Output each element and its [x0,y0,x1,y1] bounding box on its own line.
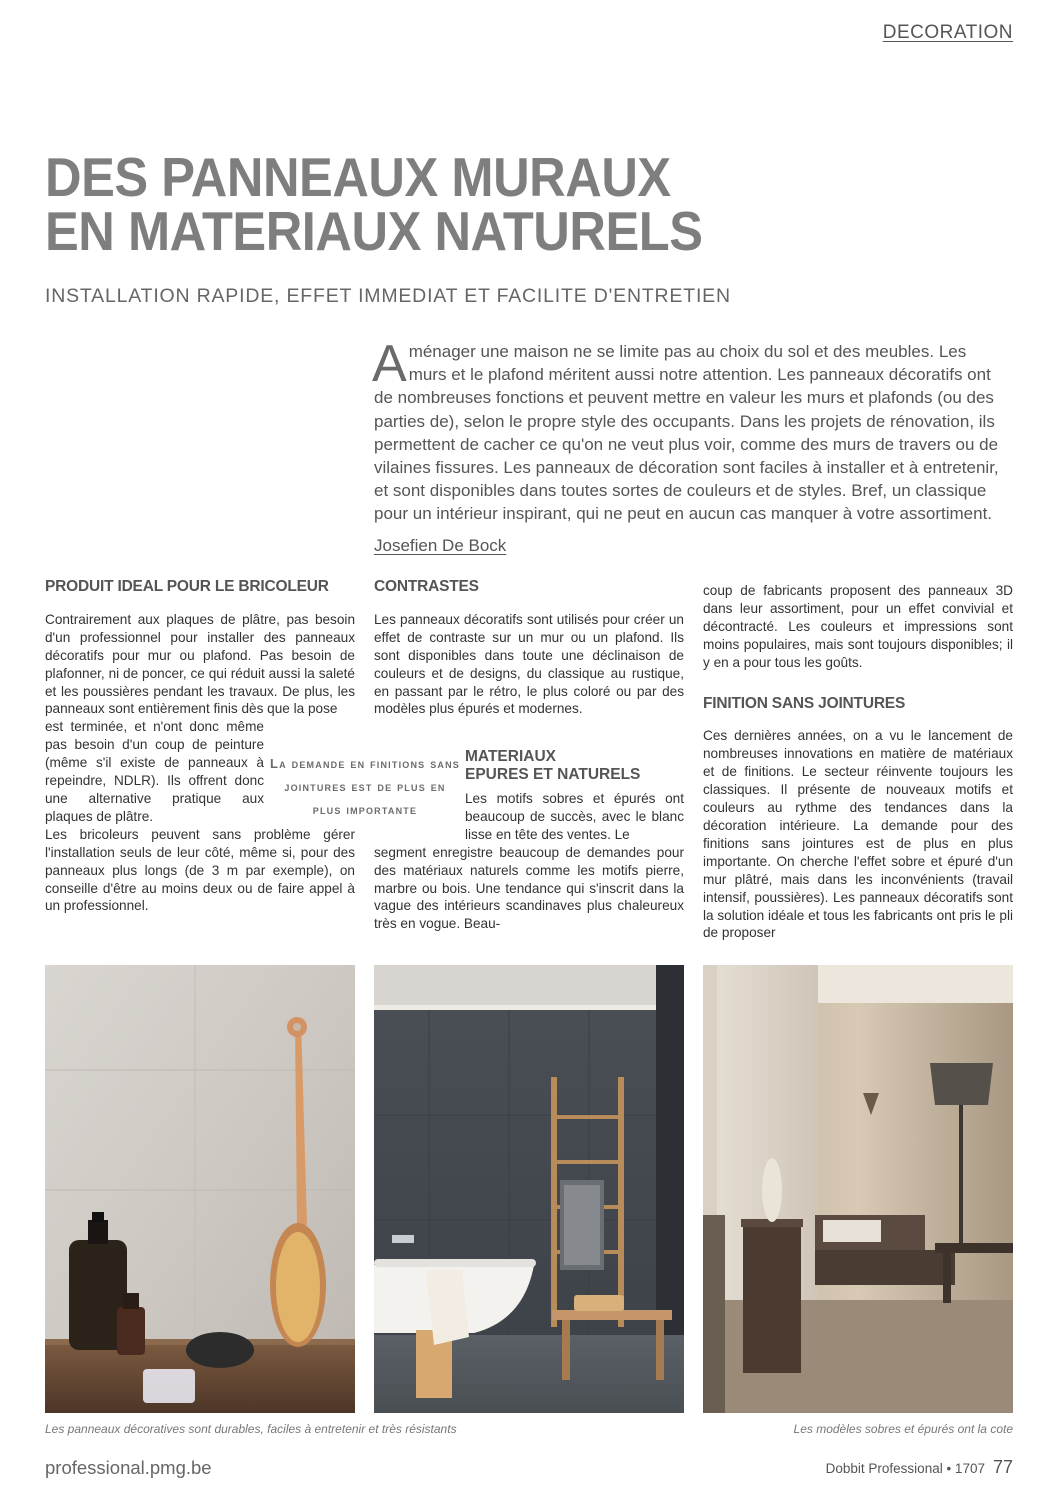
photo-living-room-image [703,965,1013,1413]
col3-heading: FINITION SANS JOINTURES [703,694,906,712]
article-title-line-1: DES PANNEAUX MURAUX [45,146,671,208]
article-title-line-2: EN MATERIAUX NATURELS [45,200,703,262]
column-2-lower [374,748,684,933]
col2-paragraph-2a: Les motifs sobres et épurés ont beaucoup de succès, avec le blanc lisse en tête des ventes. Le [465,791,684,842]
section-tag[interactable]: DECORATION [882,22,1013,43]
footer-publication [826,1457,1013,1478]
photo-bathroom-brush [45,965,355,1413]
intro-dropcap: A [372,335,407,393]
col1-paragraph-1a: Contrairement aux plaques de plâtre, pas besoin d'un professionnel pour installer des panneaux décoratifs pour mur ou plafond. Pas besoin de plafonner, ni de poncer, ce qui réduit aussi la saleté et les poussières pendant les travaux. De plus, les panneaux sont entièrement finis dès que la pose [45,611,355,717]
column-2 [374,578,684,718]
photo-dark-bathroom-image [374,965,684,1413]
col2-heading: CONTRASTES [374,578,479,595]
col2-paragraph-1: Les panneaux décoratifs sont utilisés pour créer un effet de contraste sur un mur ou un plafond. Ils sont disponibles dans toute une déclinaison de couleurs et de designs, du classique au rustique, en passant par le rétro, le plus coloré ou par des modèles plus épurés et modernes. [374,611,684,717]
footer-website-link[interactable]: professional.pmg.be [45,1457,212,1478]
col2-heading-2-line-2: EPURES ET NATURELS [465,766,641,783]
col1-heading: PRODUIT IDEAL POUR LE BRICOLEUR [45,578,329,595]
column-1 [45,578,355,915]
author-byline[interactable]: Josefien De Bock [374,536,507,555]
page-number: 77 [992,1457,1013,1477]
photo-bathroom-brush-image [45,965,355,1413]
col2-heading-2 [465,748,684,784]
col2-heading-2-line-1: MATERIAUX [465,748,556,765]
intro-text: ménager une maison ne se limite pas au choix du sol et des meubles. Les murs et le plafond méritent aussi notre attention. Les panneaux décoratifs ont de nombreuses fonctions et peuvent mettre en valeur les murs et plafonds (ou des parties de), selon le propre style des occupants. Dans les projets de rénovation, ils permettent de cacher ce qu'on ne veut plus voir, comme des murs de travers ou de vilaines fissures. Les panneaux de décoration sont faciles à installer et à entretenir, et sont disponibles dans toutes sortes de couleurs et de styles. Bref, un classique pour un intérieur inspirant, qui ne peut en aucun cas manquer à votre assortiment. [374,342,999,524]
caption-left: Les panneaux décoratives sont durables, faciles à entretenir et très résistants [45,1422,457,1436]
article-subtitle: INSTALLATION RAPIDE, EFFET IMMEDIAT ET FACILITE D'ENTRETIEN [45,285,731,307]
col1-paragraph-1b: est terminée, et n'ont donc même pas besoin d'un coup de peinture (même s'il existe de panneaux à repeindre, NDLR). Ils offrent donc une alternative pratique aux plaques de plâtre. [45,719,264,824]
col1-paragraph-2: Les bricoleurs peuvent sans problème gérer l'installation seuls de leur côté, même si, pour des panneaux plus longs (de 3 m par exemple), on conseille d'être au moins deux ou de faire appel à un professionnel. [45,826,355,914]
footer-magazine-name: Dobbit Professional • 1707 [825,1461,985,1476]
intro-paragraph [372,335,1006,526]
photo-living-room [703,965,1013,1413]
col2-paragraph-2b: segment enregistre beaucoup de demandes pour des matériaux naturels comme les motifs pierre, marbre ou bois. Une tendance qui s'inscrit dans la vague des intérieurs scandinaves plus chaleureux très en vogue. Beau- [374,844,684,932]
article-title [45,146,873,262]
photo-dark-bathroom [374,965,684,1413]
pull-quote: La demande en finitions sans jointures est de plus en plus importante [270,756,460,817]
column-3 [703,582,1013,942]
col3-paragraph-1: Ces dernières années, on a vu le lancement de nombreuses innovations en matière de matériaux et de finitions. Le secteur réinvente toujours les classiques. Il présente de nouveaux motifs et couleurs au rythme des tendances dans la décoration intérieure. La demande pour des finitions sans jointures est de plus en plus importante. On cherche l'effet sobre et épuré d'un mur plâtré, mais dans les inconvénients (travail intensif, poussières). Les panneaux décoratifs sont la solution idéale et tous les fabricants ont pris le pli de proposer [703,728,1013,941]
caption-right: Les modèles sobres et épurés ont la cote [793,1422,1013,1436]
col3-paragraph-0: coup de fabricants proposent des panneaux 3D dans leur assortiment, pour un effet convivial et décontracté. Les couleurs et impressions sont moins populaires, mais sont toujours disponibles; il y en a pour tous les goûts. [703,583,1013,670]
